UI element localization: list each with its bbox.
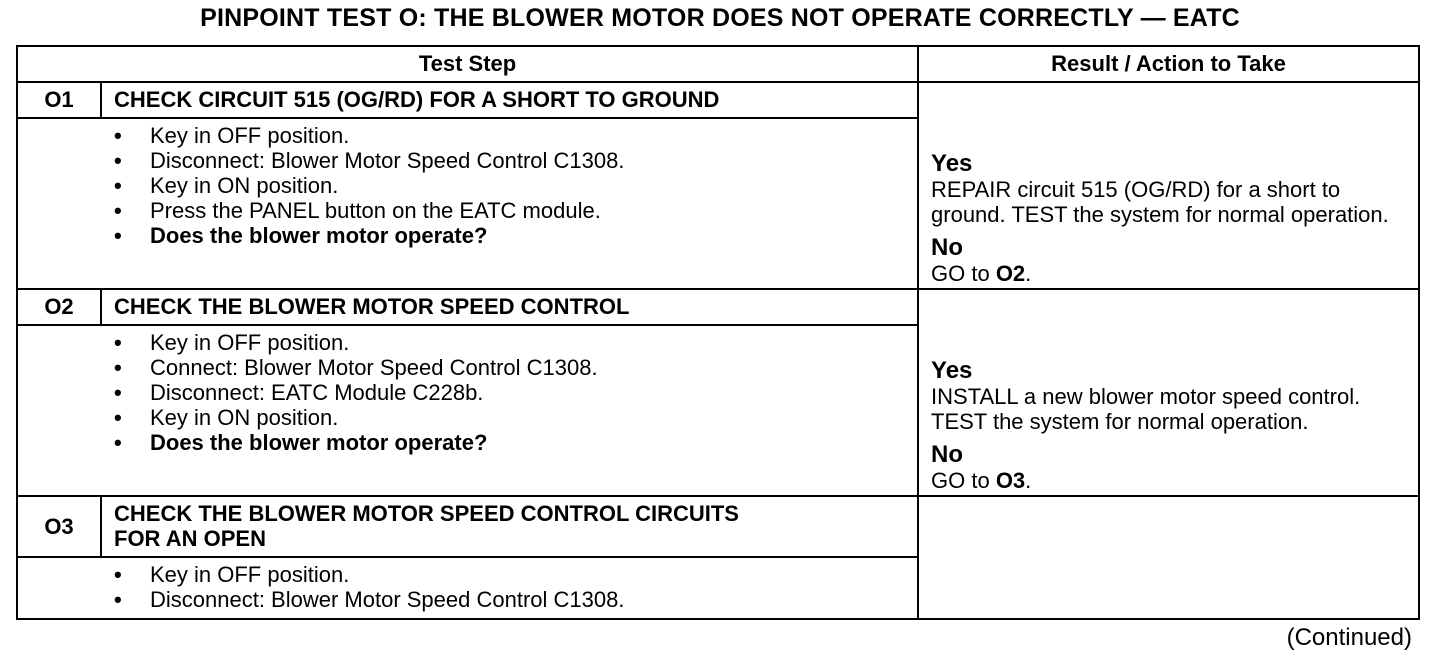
bullet-item: • Disconnect: Blower Motor Speed Control C1308. <box>114 587 625 612</box>
step-o3-result <box>918 496 1419 619</box>
page-title: PINPOINT TEST O: THE BLOWER MOTOR DOES NOT OPERATE CORRECTLY — EATC <box>200 4 1240 32</box>
no-text: GO to O2. <box>931 261 1032 286</box>
step-id: O3 <box>17 496 101 557</box>
yes-text: INSTALL a new blower motor speed control. TEST the system for normal operation. <box>931 384 1361 434</box>
continued-label: (Continued) <box>1286 624 1412 651</box>
step-id: O1 <box>17 82 101 118</box>
bullet-item: • Disconnect: EATC Module C228b. <box>114 380 484 405</box>
bullet-item: • Key in OFF position. <box>114 123 350 148</box>
bullet-icon: • <box>114 173 122 198</box>
bullet-item: • Key in ON position. <box>114 405 339 430</box>
step-o2-bullets <box>17 325 918 496</box>
bullet-icon: • <box>114 148 122 173</box>
header-row <box>17 46 1419 82</box>
bullet-icon: • <box>114 123 122 148</box>
bullet-icon: • <box>114 223 122 248</box>
step-o1-title-row <box>17 82 1419 118</box>
no-target-link[interactable]: O2 <box>995 261 1026 286</box>
bullet-icon: • <box>114 562 122 587</box>
header-test-step: Test Step <box>17 46 918 82</box>
bullet-icon: • <box>114 380 122 405</box>
step-o2-title-row <box>17 289 1419 325</box>
bullet-item: • Disconnect: Blower Motor Speed Control C1308. <box>114 148 625 173</box>
no-label: No <box>931 234 964 261</box>
bullet-item: • Press the PANEL button on the EATC module. <box>114 198 601 223</box>
header-result: Result / Action to Take <box>918 46 1419 82</box>
no-target-link[interactable]: O3 <box>995 468 1026 493</box>
bullet-item-question: • Does the blower motor operate? <box>114 223 488 248</box>
bullet-icon: • <box>114 430 122 455</box>
bullet-icon: • <box>114 355 122 380</box>
bullet-item: • Key in ON position. <box>114 173 339 198</box>
step-o3-bullets <box>17 557 918 619</box>
bullet-icon: • <box>114 587 122 612</box>
bullet-item: • Key in OFF position. <box>114 562 350 587</box>
no-text: GO to O3. <box>931 468 1032 493</box>
yes-text: REPAIR circuit 515 (OG/RD) for a short to ground. TEST the system for normal operation. <box>931 177 1389 227</box>
step-id: O2 <box>17 289 101 325</box>
step-title: CHECK CIRCUIT 515 (OG/RD) FOR A SHORT TO GROUND <box>101 82 918 118</box>
bullet-icon: • <box>114 405 122 430</box>
no-label: No <box>931 441 964 468</box>
bullet-item: • Key in OFF position. <box>114 330 350 355</box>
bullet-item-question: • Does the blower motor operate? <box>114 430 488 455</box>
bullet-item: • Connect: Blower Motor Speed Control C1308. <box>114 355 598 380</box>
bullet-icon: • <box>114 330 122 355</box>
step-title: CHECK THE BLOWER MOTOR SPEED CONTROL CIRCUITS FOR AN OPEN <box>101 496 918 557</box>
bullet-icon: • <box>114 198 122 223</box>
yes-label: Yes <box>931 357 973 384</box>
step-title: CHECK THE BLOWER MOTOR SPEED CONTROL <box>101 289 918 325</box>
step-o2-result <box>918 289 1419 496</box>
step-o1-bullets <box>17 118 918 289</box>
yes-label: Yes <box>931 150 973 177</box>
step-o1-result <box>918 82 1419 289</box>
step-o3-title-row <box>17 496 1419 557</box>
pinpoint-test-table <box>16 45 1420 620</box>
